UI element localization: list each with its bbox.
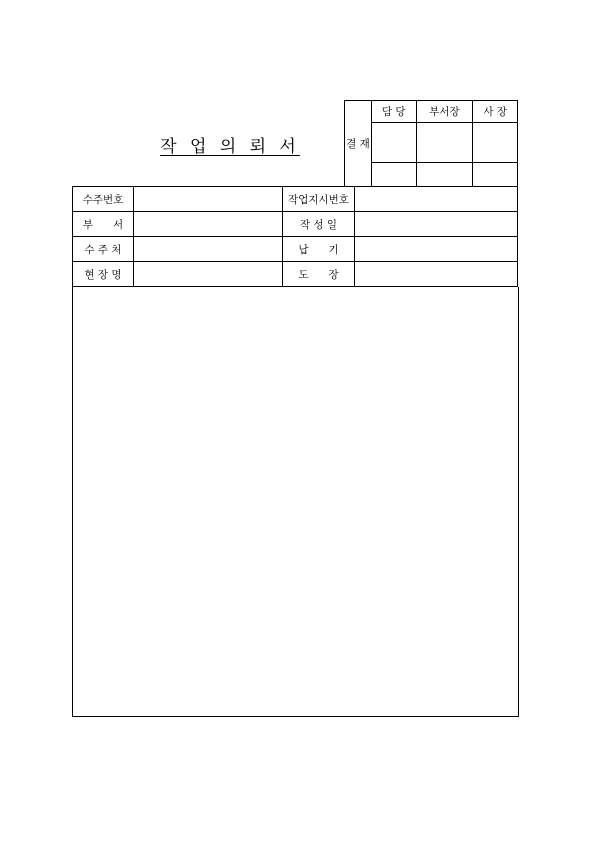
approval-side-label: 결 재 <box>345 101 372 187</box>
stamp-label: 도 장 <box>283 262 355 287</box>
approval-sign-president[interactable] <box>473 123 518 162</box>
department-field[interactable] <box>134 212 283 237</box>
approval-date-department-head[interactable] <box>416 162 473 186</box>
created-date-field[interactable] <box>355 212 518 237</box>
approval-table <box>344 100 518 187</box>
info-row-site <box>73 262 518 287</box>
info-row-client <box>73 237 518 262</box>
info-row-department <box>73 212 518 237</box>
site-name-field[interactable] <box>134 262 283 287</box>
stamp-field[interactable] <box>355 262 518 287</box>
due-date-label: 납 기 <box>283 237 355 262</box>
info-table <box>72 186 518 287</box>
approval-sign-department-head[interactable] <box>416 123 473 162</box>
site-name-label: 현 장 명 <box>73 262 134 287</box>
approval-header-department-head: 부서장 <box>416 101 473 123</box>
approval-header-president: 사 장 <box>473 101 518 123</box>
client-label: 수 주 처 <box>73 237 134 262</box>
approval-date-manager[interactable] <box>372 162 417 186</box>
work-order-number-label: 작업지시번호 <box>283 187 355 212</box>
due-date-field[interactable] <box>355 237 518 262</box>
approval-sign-manager[interactable] <box>372 123 417 162</box>
approval-date-president[interactable] <box>473 162 518 186</box>
client-field[interactable] <box>134 237 283 262</box>
work-order-number-field[interactable] <box>355 187 518 212</box>
order-number-field[interactable] <box>134 187 283 212</box>
order-number-label: 수주번호 <box>73 187 134 212</box>
department-label: 부 서 <box>73 212 134 237</box>
created-date-label: 작 성 일 <box>283 212 355 237</box>
document-title: 작 업 의 뢰 서 <box>160 137 300 157</box>
info-row-order-number <box>73 187 518 212</box>
work-details-area[interactable] <box>72 287 519 717</box>
approval-header-manager: 담 당 <box>372 101 417 123</box>
